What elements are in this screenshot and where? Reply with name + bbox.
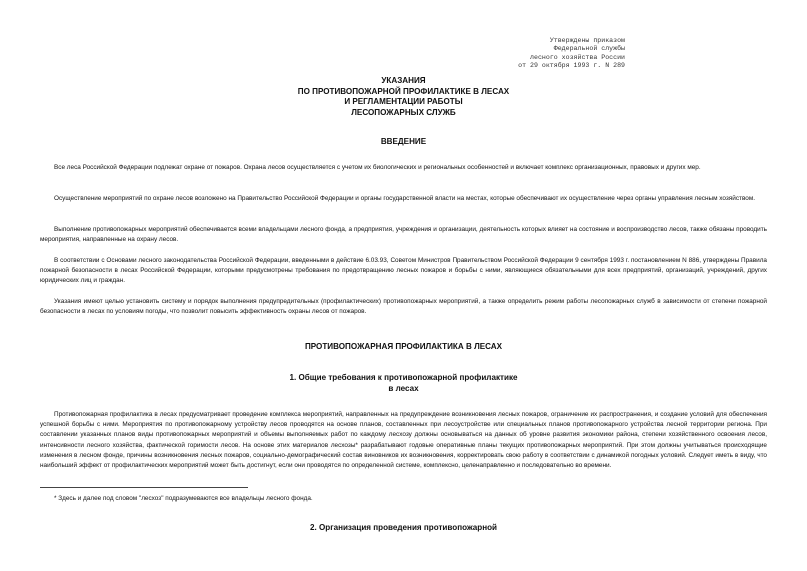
footnote-divider [40, 487, 248, 488]
intro-paragraph-5: Указания имеют целью установить систему и порядок выполнения предупредительных (профилактических) противопожарных мероприятий, а также определить режим работы лесопожарных служб в зависимости от степени пожарной безопасности в лесах по условиям погоды, что позволит повысить эффективность охраны лесов от пожаров. [40, 298, 767, 316]
intro-paragraph-3: Выполнение противопожарных мероприятий обеспечивается всеми владельцами лесного фонда, а предприятия, учреждения и организации, деятельность которых влияет на состояние и воспроизводство лесов, также обязаны проводить мероприятия, направленные на охрану лесов. [40, 226, 767, 244]
title-line: УКАЗАНИЯ [381, 76, 426, 85]
intro-paragraph-4: В соответствии с Основами лесного законодательства Российской Федерации, введенными в действие 6.03.93, Советом Министров Правительством Российской Федерации 9 сентября 1993 г. постановлением N 886, утверждены Правила пожарной безопасности в лесах Российской Федерации, которыми предусмотрены требования по предотвращению лесных пожаров и борьбы с ними, являющиеся обязательными для всех предприятий, организаций, учреждений, других юридических лиц и граждан. [40, 257, 767, 285]
approval-line: Утверждены приказом [549, 37, 625, 44]
intro-heading [0, 137, 807, 148]
subsection-2-heading [0, 523, 807, 534]
approval-line: Федеральной службы [553, 45, 625, 53]
approval-line: лесного хозяйства России [530, 53, 625, 61]
subsection-1-line: в лесах [388, 383, 419, 393]
intro-paragraph-2: Осуществление мероприятий по охране лесов возложено на Правительство Российской Федерации и органы государственной власти на местах, которые обеспечивают их осуществление через органы управления лесным хозяйством. [54, 195, 756, 202]
document-title [0, 76, 807, 118]
subsection-1-line: 1. Общие требования к противопожарной профилактике [289, 373, 518, 382]
section-paragraph-1: Противопожарная профилактика в лесах предусматривает проведение комплекса мероприятий, направленных на предупреждение возникновения лесных пожаров, ограничение их распространения, и создание условий для обеспечения успешной борьбы с ними. Мероприятия по противопожарному устройству лесов проводятся на основе планов, составленных при лесоустройстве или специальных планов противопожарного устройства лесной территории региона. При составлении указанных планов виды противопожарных мероприятий и объемы выполняемых работ по каждому лесхозу должны основываться на данных об уровне развития экономики района, степени хозяйственного освоения лесов, интенсивности лесного хозяйства, фактической горимости лесов. На основе этих материалов лесхозы* разрабатывают годовые оперативные планы текущих противопожарных мероприятий. При этом должны учитываться происходящие изменения в лесном фонде, причины возникновения лесных пожаров, социально-демографический состав виновников их возникновения, корректировать свою работу в соответствии с динамикой погодных условий. Следует иметь в виду, что наибольший эффект от профилактических мероприятий может быть достигнут, если они проводятся по определенной системе, комплексно, целенаправленно и последовательно во времени. [40, 411, 767, 470]
intro-paragraph-1: Все леса Российской Федерации подлежат охране от пожаров. Охрана лесов осуществляется с учетом их биологических и региональных особенностей и включает комплекс организационных, правовых и других мер. [54, 164, 701, 171]
approval-stamp [518, 37, 625, 71]
title-line: ЛЕСОПОЖАРНЫХ СЛУЖБ [351, 107, 456, 117]
title-line: И РЕГЛАМЕНТАЦИИ РАБОТЫ [344, 97, 463, 107]
subsection-1-heading [0, 373, 807, 394]
footnote: * Здесь и далее под словом "лесхоз" подразумеваются все владельцы лесного фонда. [54, 495, 313, 502]
title-line: ПО ПРОТИВОПОЖАРНОЙ ПРОФИЛАКТИКЕ В ЛЕСАХ [297, 86, 510, 96]
approval-line: от 29 октября 1993 г. N 289 [518, 62, 625, 70]
intro-heading-text: ВВЕДЕНИЕ [380, 137, 427, 146]
section-heading [0, 342, 807, 353]
section-heading-text: ПРОТИВОПОЖАРНАЯ ПРОФИЛАКТИКА В ЛЕСАХ [304, 342, 503, 351]
subsection-2-line: 2. Организация проведения противопожарной [309, 523, 498, 532]
